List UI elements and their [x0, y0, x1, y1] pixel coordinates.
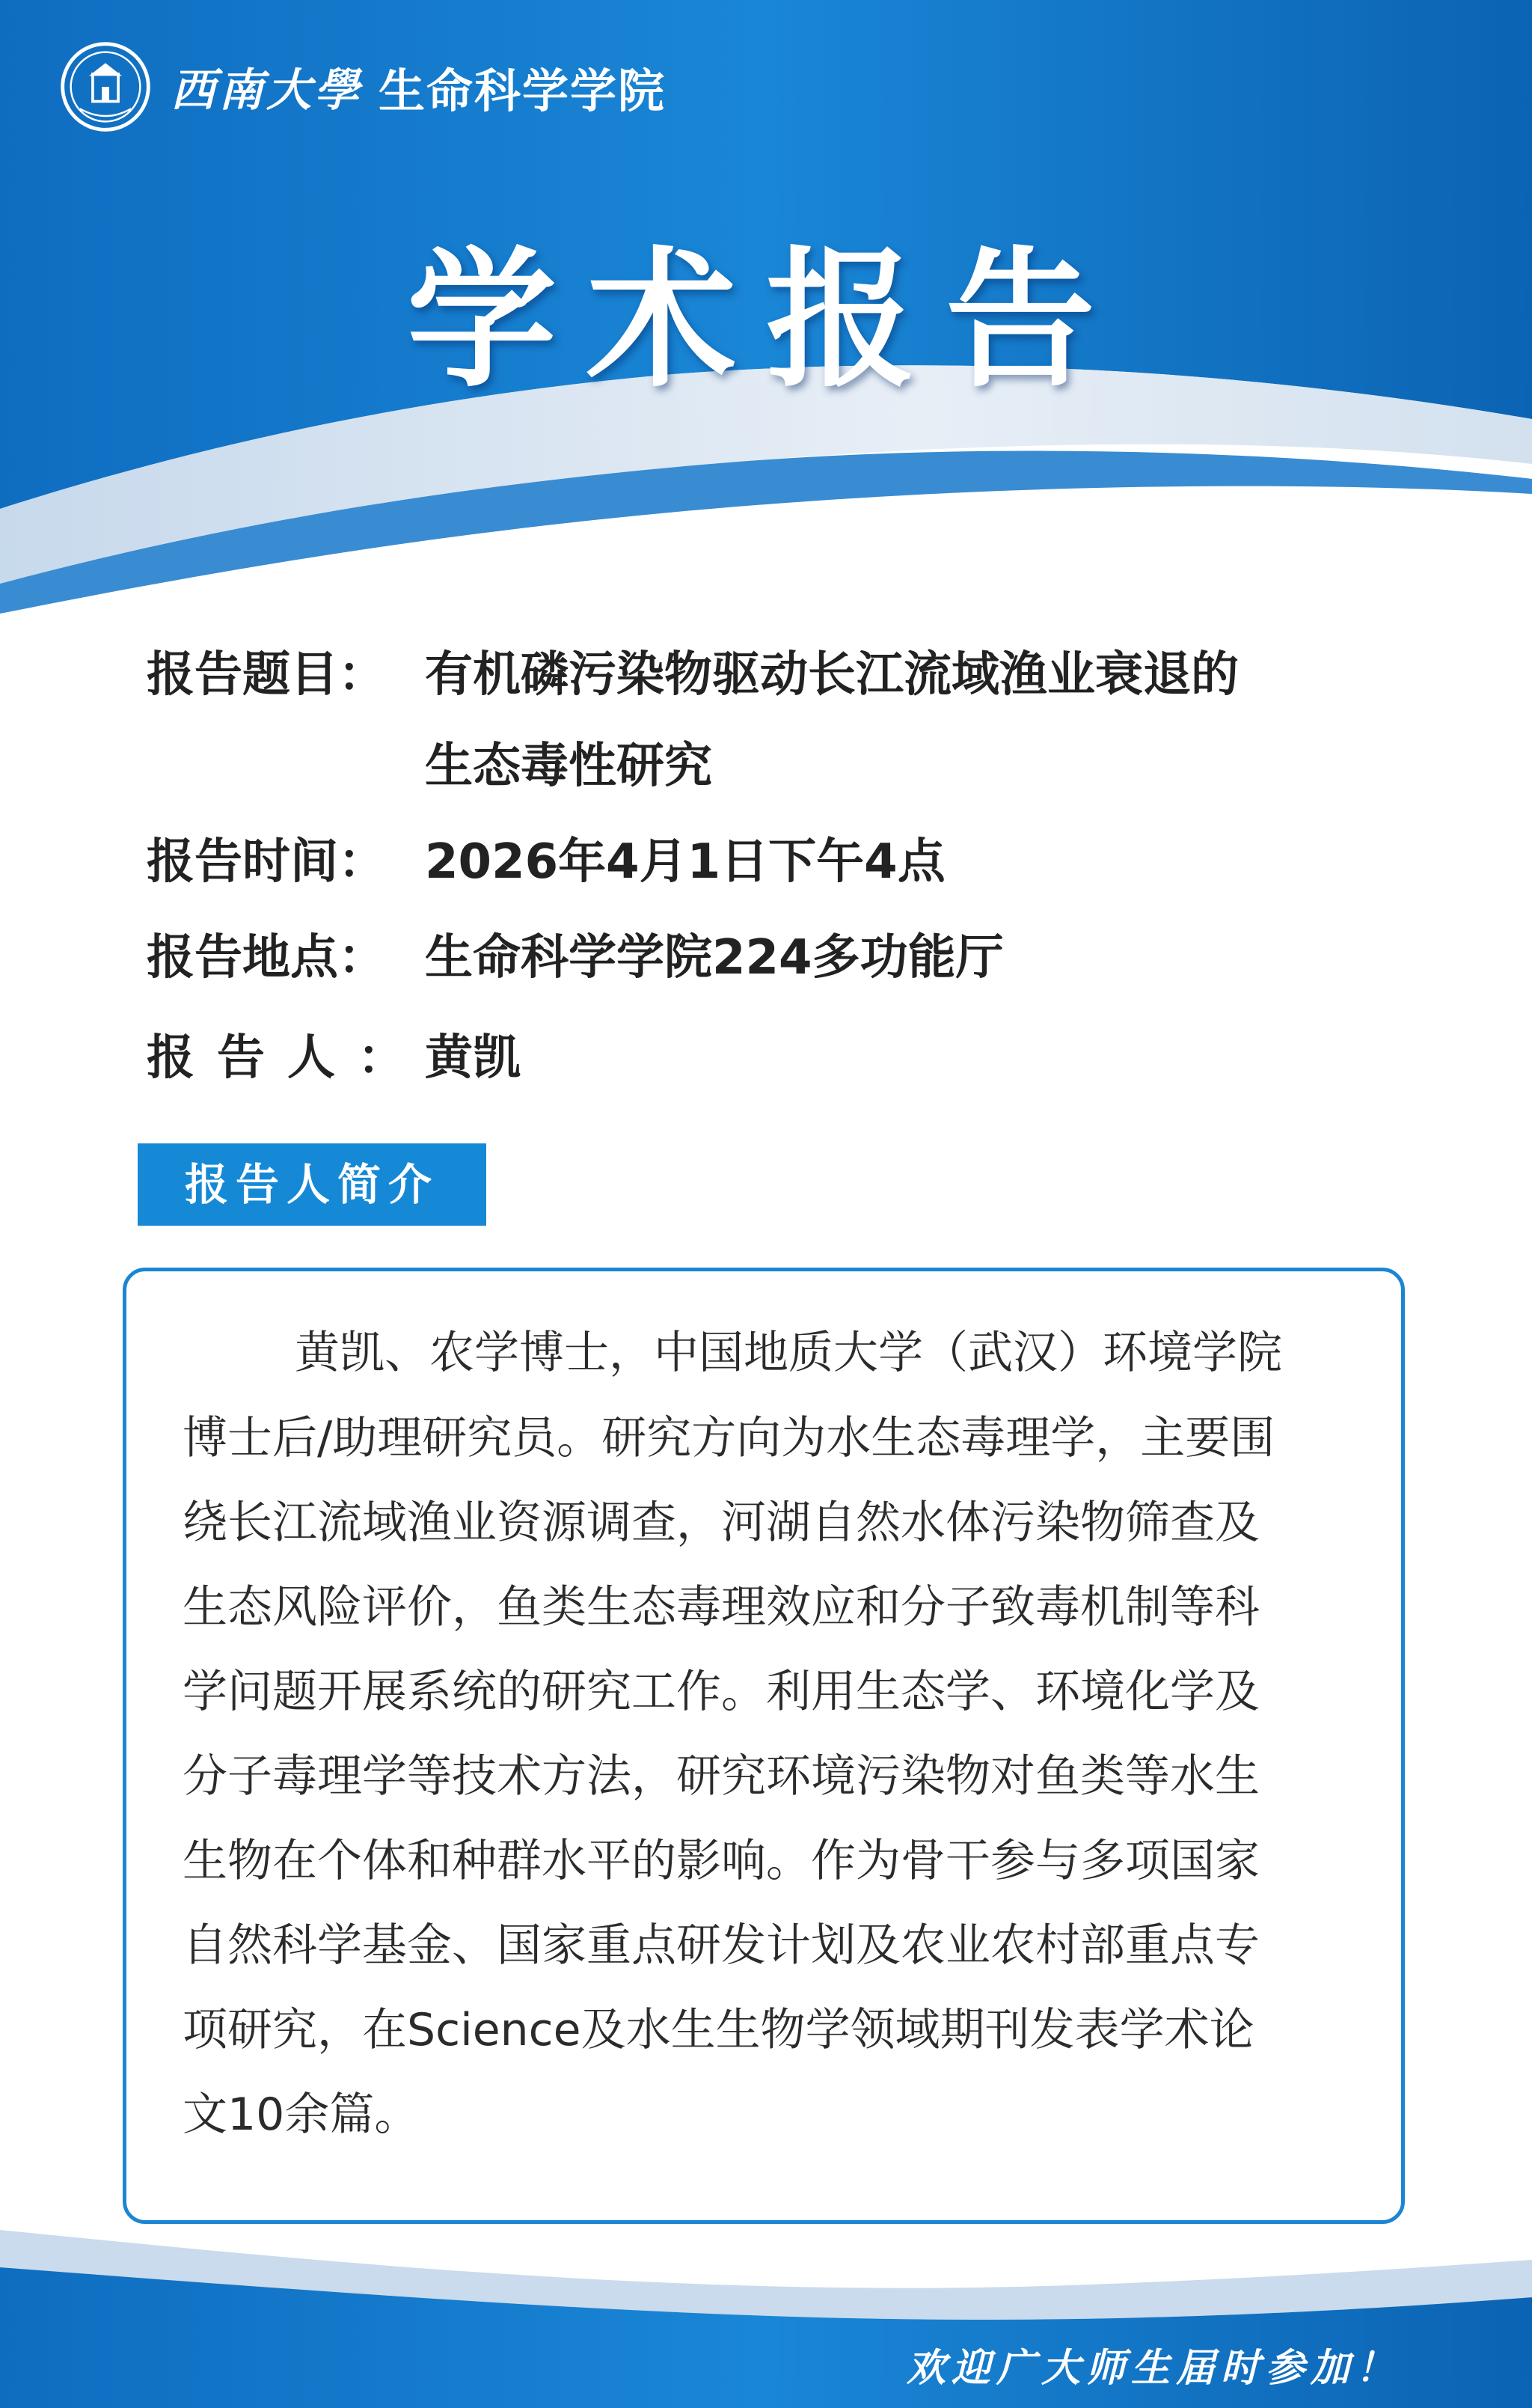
topic-value	[425, 647, 1375, 794]
bio-line: 分子毒理学等技术方法，研究环境污染物对鱼类等水生	[183, 1750, 1260, 1803]
bio-line: 黄凯、农学博士，中国地质大学（武汉）环境学院	[295, 1327, 1282, 1379]
bio-line: 文10余篇。	[183, 2088, 420, 2141]
bio-line: 绕长江流域渔业资源调查，河湖自然水体污染物筛查及	[183, 1497, 1260, 1549]
bio-heading-tab	[138, 1143, 486, 1226]
time-value: 2026年4月1日下午4点	[425, 834, 946, 890]
poster-title: 学术报告	[406, 232, 1125, 408]
brand-header	[60, 42, 666, 132]
welcome-text: 欢迎广大师生届时参加！	[906, 2345, 1400, 2391]
speaker-row	[147, 1030, 1375, 1086]
bio-heading: 报告人简介	[184, 1159, 439, 1210]
bio-line: 生态风险评价，鱼类生态毒理效应和分子致毒机制等科	[183, 1581, 1260, 1634]
time-label: 报告时间：	[147, 834, 386, 890]
time-row	[147, 834, 1375, 890]
bio-line: 自然科学基金、国家重点研发计划及农业农村部重点专	[183, 1919, 1260, 1972]
place-label: 报告地点：	[147, 930, 386, 985]
place-row	[147, 930, 1375, 985]
speaker-label: 报告人：	[147, 1030, 428, 1086]
topic-line-2: 生态毒性研究	[425, 739, 712, 794]
topic-row	[147, 647, 1375, 794]
place-value: 生命科学学院224多功能厅	[425, 930, 1004, 985]
topic-line-1: 有机磷污染物驱动长江流域渔业衰退的	[425, 647, 1239, 703]
university-seal-icon	[60, 41, 151, 132]
school-name: 生命科学学院	[379, 63, 667, 118]
topic-label: 报告题目：	[147, 647, 386, 703]
bio-box	[123, 1268, 1405, 2224]
bio-line: 博士后/助理研究员。研究方向为水生态毒理学，主要围	[183, 1412, 1275, 1464]
bio-line: 项研究，在Science及水生生物学领域期刊发表学术论	[183, 2004, 1254, 2056]
bio-line: 学问题开展系统的研究工作。利用生态学、环境化学及	[183, 1666, 1260, 1718]
university-name: 西南大學	[171, 64, 362, 117]
bio-line: 生物在个体和种群水平的影响。作为骨干参与多项国家	[183, 1835, 1260, 1887]
speaker-value: 黄凯	[425, 1030, 521, 1086]
